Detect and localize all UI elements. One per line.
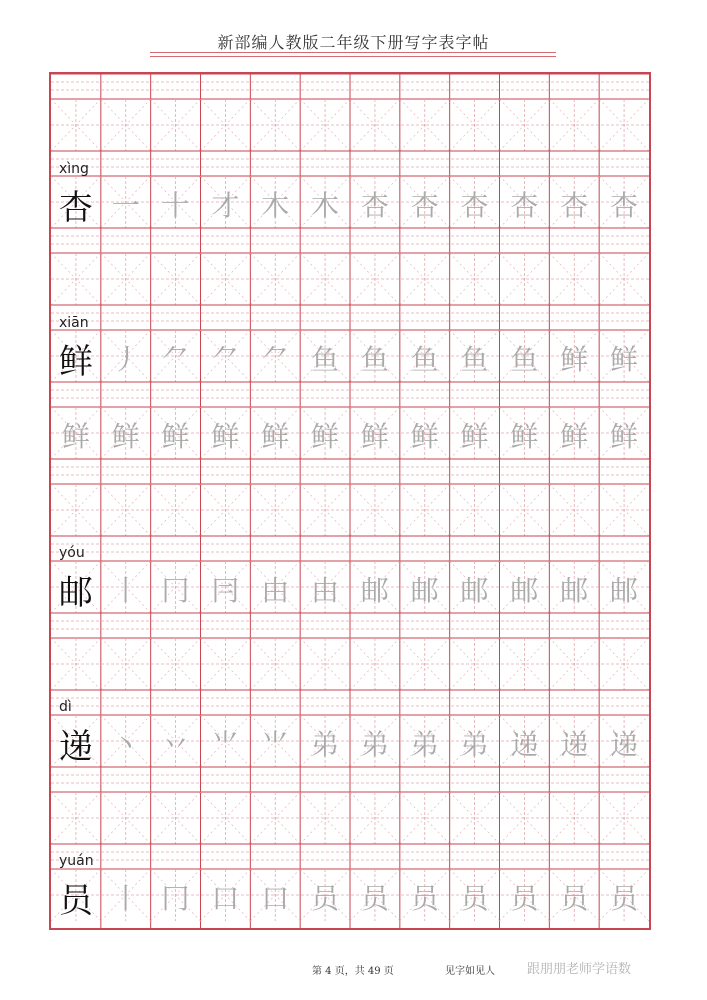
title-underline-2	[150, 56, 556, 57]
trace-character: ⺌	[261, 728, 290, 761]
trace-character: 鱼	[510, 343, 539, 376]
watermark: 跟朋朋老师学语数	[527, 962, 632, 977]
trace-character: ⺌	[211, 728, 240, 761]
trace-character: 丨	[111, 574, 140, 607]
trace-character: 由	[311, 574, 340, 607]
trace-character: 鲜	[460, 420, 489, 453]
trace-character: 员	[510, 882, 539, 915]
trace-character: 邮	[460, 574, 489, 607]
model-character: 杏	[58, 188, 93, 228]
trace-character: 鲜	[211, 420, 240, 453]
footer-note: 见字如见人	[445, 966, 495, 977]
trace-character: 递	[560, 728, 589, 761]
trace-character: 鲜	[560, 420, 589, 453]
trace-character: 口	[261, 882, 290, 915]
trace-character: 邮	[360, 574, 389, 607]
trace-character: 杏	[460, 189, 489, 222]
trace-character: 丷	[161, 728, 190, 761]
pinyin-label: xiān	[59, 315, 89, 331]
trace-character: 邮	[560, 574, 589, 607]
trace-character: 员	[560, 882, 589, 915]
trace-character: 鱼	[460, 343, 489, 376]
trace-character: 鱼	[410, 343, 439, 376]
trace-character: 邮	[510, 574, 539, 607]
model-character: 邮	[58, 573, 93, 613]
trace-character: 弟	[311, 728, 340, 761]
trace-character: 杏	[510, 189, 539, 222]
trace-character: 一	[111, 189, 140, 222]
trace-character: 鲜	[560, 343, 589, 376]
trace-character: 弟	[360, 728, 389, 761]
trace-character: 递	[510, 728, 539, 761]
page-number: 第 4 页，共 49 页	[312, 966, 394, 977]
trace-character: 鲜	[261, 420, 290, 453]
trace-character: 杏	[610, 189, 639, 222]
pinyin-label: yóu	[59, 545, 85, 561]
trace-character: 鲜	[61, 420, 90, 453]
trace-character: 鲜	[410, 420, 439, 453]
trace-character: 木	[311, 189, 340, 222]
page-title: 新部编人教版二年级下册写字表字帖	[217, 33, 490, 52]
trace-character: 鲜	[610, 420, 639, 453]
trace-character: 员	[410, 882, 439, 915]
trace-character: 口	[211, 882, 240, 915]
model-character: 鲜	[58, 342, 93, 382]
trace-character: 弟	[460, 728, 489, 761]
trace-character: 丶	[111, 728, 140, 761]
trace-character: 鲜	[360, 420, 389, 453]
trace-character: 丿	[111, 343, 140, 376]
trace-character: 冂	[161, 882, 190, 915]
trace-character: 鲜	[510, 420, 539, 453]
trace-character: 由	[261, 574, 290, 607]
trace-character: 鲜	[111, 420, 140, 453]
trace-character: ⺈	[261, 343, 290, 376]
trace-character: 杏	[560, 189, 589, 222]
trace-character: 邮	[410, 574, 439, 607]
model-character: 递	[58, 727, 93, 767]
trace-character: 员	[360, 882, 389, 915]
pinyin-label: xìng	[59, 161, 89, 177]
trace-character: 弟	[410, 728, 439, 761]
trace-character: 才	[211, 189, 240, 222]
trace-character: 鱼	[360, 343, 389, 376]
trace-character: 杏	[410, 189, 439, 222]
trace-character: 员	[610, 882, 639, 915]
trace-character: 员	[311, 882, 340, 915]
trace-character: 鱼	[311, 343, 340, 376]
trace-character: 员	[460, 882, 489, 915]
trace-character: 鲜	[311, 420, 340, 453]
trace-character: 十	[161, 189, 190, 222]
pinyin-label: dì	[59, 699, 72, 715]
trace-character: 鲜	[610, 343, 639, 376]
trace-character: 杏	[360, 189, 389, 222]
trace-character: 鲜	[161, 420, 190, 453]
trace-character: ⺈	[211, 343, 240, 376]
trace-character: 邮	[610, 574, 639, 607]
title-underline	[150, 52, 556, 53]
trace-character: 冃	[211, 574, 240, 607]
pinyin-label: yuán	[59, 853, 94, 869]
trace-character: ⺈	[161, 343, 190, 376]
model-character: 员	[58, 881, 93, 921]
trace-character: 木	[261, 189, 290, 222]
practice-grid	[49, 72, 651, 930]
trace-character: 递	[610, 728, 639, 761]
trace-character: 丨	[111, 882, 140, 915]
trace-character: 冂	[161, 574, 190, 607]
